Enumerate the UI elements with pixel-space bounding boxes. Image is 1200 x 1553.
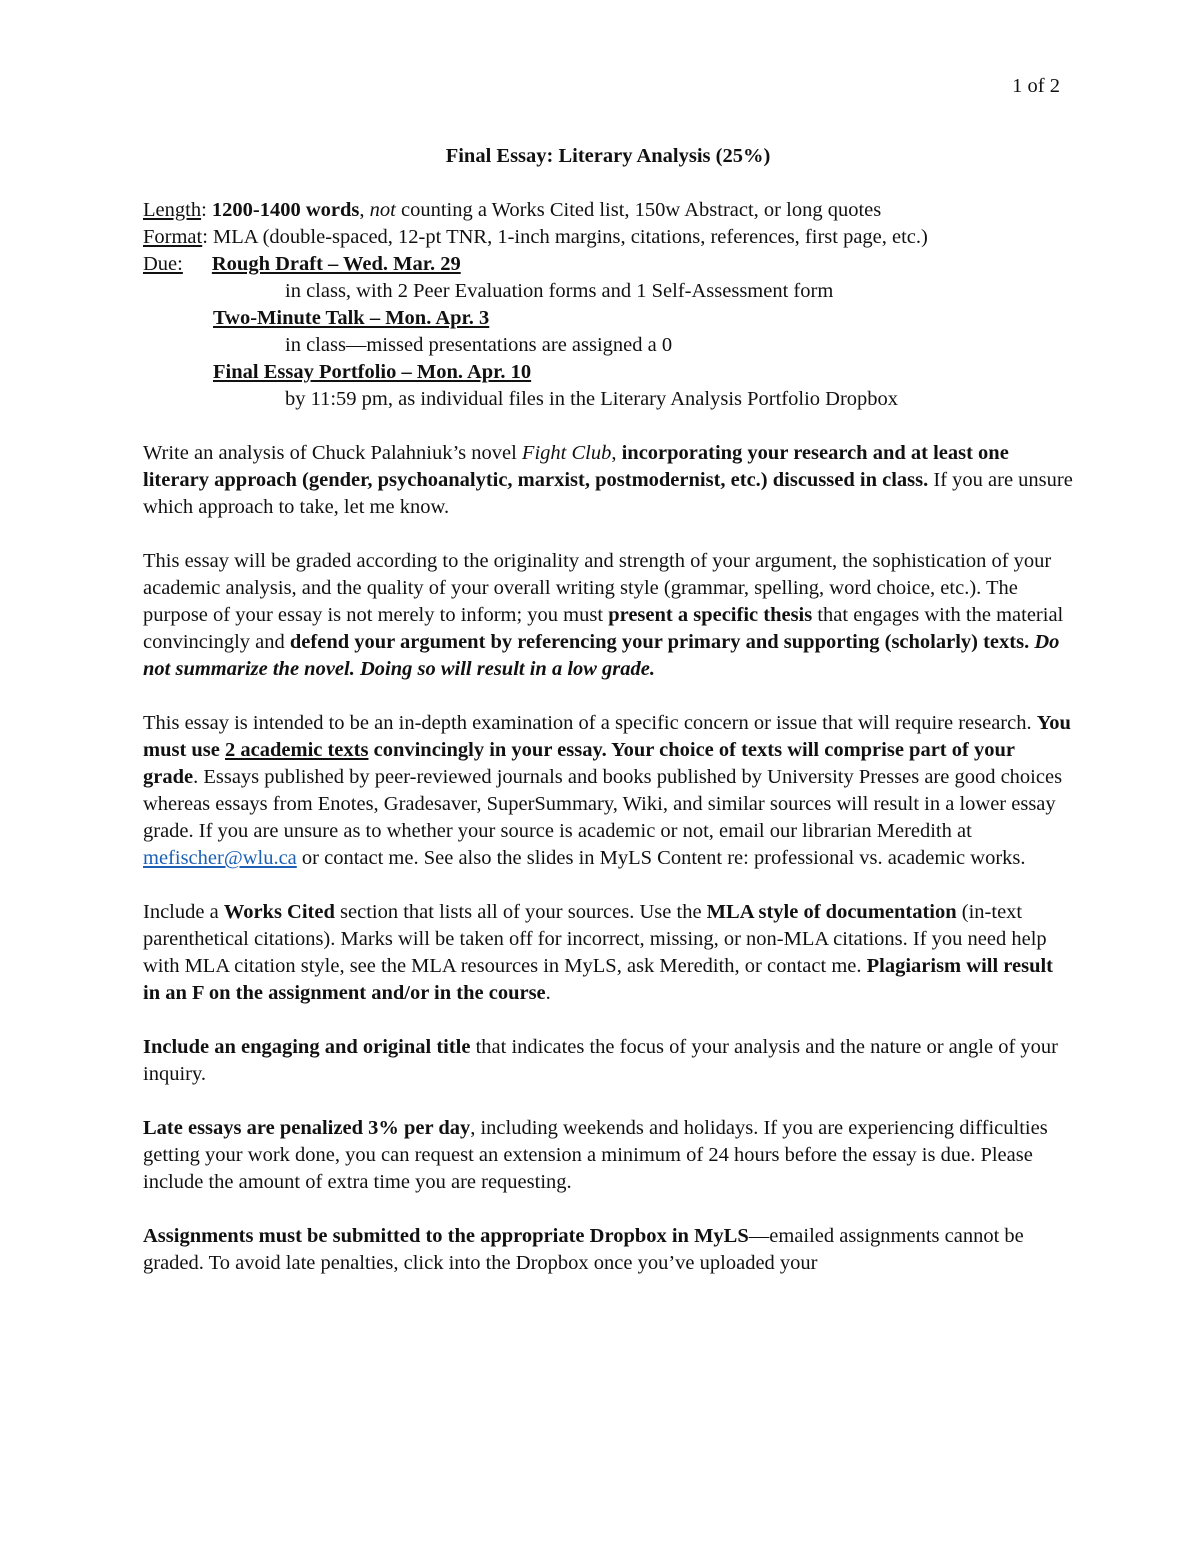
length-words: 1200-1400 words: [211, 199, 360, 221]
due-item-detail: by 11:59 pm, as individual files in the Literary Analysis Portfolio Dropbox: [285, 388, 899, 410]
document-body: [143, 143, 1073, 1277]
due-item-detail: in class—missed presentations are assigned a 0: [285, 334, 673, 356]
paragraph-submission: Assignments must be submitted to the appropriate Dropbox in MyLS—emailed assignments cannot be graded. To avoid late penalties, click into the Dropbox once you’ve uploaded your: [143, 1225, 1024, 1274]
format-line: [143, 224, 1073, 251]
paragraph-late-policy: Late essays are penalized 3% per day, including weekends and holidays. If you are experiencing difficulties getting your work done, you can request an extension a minimum of 24 hours before the essay is due. Please include the amount of extra time you are requesting.: [143, 1117, 1048, 1193]
paragraph-analysis: Write an analysis of Chuck Palahniuk’s novel Fight Club, incorporating your research and at least one literary approach (gender, psychoanalytic, marxist, postmodernist, etc.) discussed in class. If you are unsure which approach to take, let me know.: [143, 442, 1073, 518]
paragraph-grading: This essay will be graded according to the originality and strength of your argument, the sophistication of your academic analysis, and the quality of your overall writing style (grammar, spelling, word choice, etc.). The purpose of your essay is not merely to inform; you must present a specific thesis that engages with the material convincingly and defend your argument by referencing your primary and supporting (scholarly) texts. Do not summarize the novel. Doing so will result in a low grade.: [143, 550, 1064, 680]
due-label: Due:: [143, 253, 183, 275]
length-not: not: [369, 199, 396, 221]
length-label: Length: [143, 199, 202, 221]
paragraph-title: Include an engaging and original title that indicates the focus of your analysis and the nature or angle of your inquiry.: [143, 1036, 1058, 1085]
document-title: Final Essay: Literary Analysis (25%): [445, 145, 771, 167]
librarian-email-link[interactable]: mefischer@wlu.ca: [143, 847, 297, 869]
due-item-title: Rough Draft – Wed. Mar. 29: [211, 253, 461, 275]
due-line-1: [143, 251, 1073, 278]
format-text: : MLA (double-spaced, 12-pt TNR, 1-inch margins, citations, references, first page, etc.): [202, 226, 928, 248]
paragraph-works-cited: Include a Works Cited section that lists all of your sources. Use the MLA style of documentation (in-text parenthetical citations). Marks will be taken off for incorrect, missing, or non-MLA citations. If you need help with MLA citation style, see the MLA resources in MyLS, ask Meredith, or contact me. Plagiarism will result in an F on the assignment and/or in the course.: [143, 901, 1054, 1004]
due-item-title: Final Essay Portfolio – Mon. Apr. 10: [213, 361, 532, 383]
length-line: Length: 1200-1400 words, not counting a Works Cited list, 150w Abstract, or long quotes: [143, 199, 882, 221]
due-item-title: Two-Minute Talk – Mon. Apr. 3: [213, 307, 490, 329]
novel-title: Fight Club: [521, 442, 612, 464]
length-rest: counting a Works Cited list, 150w Abstract, or long quotes: [395, 199, 882, 221]
format-label: Format: [143, 226, 203, 248]
paragraph-research: This essay is intended to be an in-depth examination of a specific concern or issue that will require research. You must use 2 academic texts convincingly in your essay. Your choice of texts will comprise part of your grade. Essays published by peer-reviewed journals and books published by University Presses are good choices whereas essays from Enotes, Gradesaver, SuperSummary, Wiki, and similar sources will result in a lower essay grade. If you are unsure as to whether your source is academic or not, email our librarian Meredith at mefischer@wlu.ca or contact me. See also the slides in MyLS Content re: professional vs. academic works.: [143, 712, 1071, 869]
due-item-detail: in class, with 2 Peer Evaluation forms and 1 Self-Assessment form: [285, 280, 834, 302]
page-number: 1 of 2: [1012, 75, 1060, 97]
